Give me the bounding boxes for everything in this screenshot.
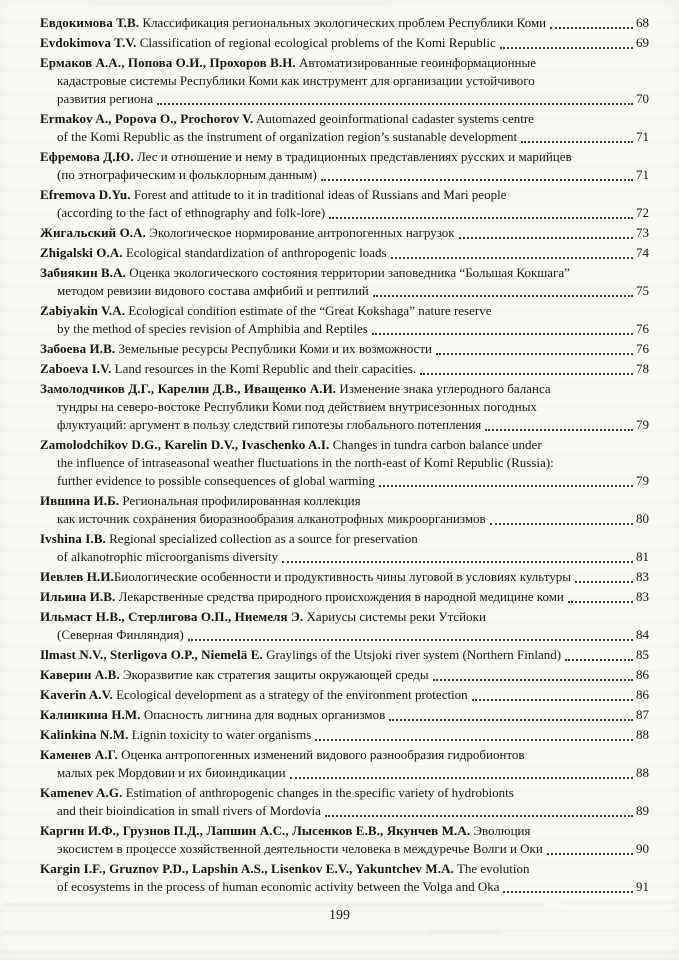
entry-authors: Kalinkina N.M.: [40, 727, 129, 742]
dot-leader: [550, 14, 633, 29]
entry-page-number: 81: [636, 549, 649, 564]
toc-entry: [40, 302, 649, 338]
toc-line: [40, 878, 649, 896]
entry-page-number: 74: [636, 245, 649, 260]
scan-artifact: [90, 2, 390, 4]
entry-authors: Ermakov A., Popova O., Prochorov V.: [40, 111, 254, 126]
toc-line: [40, 860, 649, 878]
entry-authors: Забиякин В.А.: [40, 265, 126, 280]
dot-leader: [500, 34, 633, 49]
toc-line: [40, 90, 649, 108]
entry-text: Каверин А.В. Экоразвитие как стратегия защиты окружающей среды: [40, 667, 429, 682]
entry-text: of ecosystems in the process of human economic activity between the Volga and Oka: [57, 879, 500, 894]
scan-artifact: [2, 931, 502, 934]
entry-text: Evdokimova T.V. Classification of regional ecological problems of the Komi Republic: [40, 35, 496, 50]
entry-text: Efremova D.Yu. Forest and attitude to it in traditional ideas of Russians and Mari people: [40, 187, 507, 202]
toc-line: [40, 128, 649, 146]
entry-text: Ермаков А.А., Попова О.И., Прохоров В.Н. Автоматизированные геоинформационные: [40, 55, 537, 70]
entry-authors: Замолодчиков Д.Г., Карелин Д.В., Иващенко А.И.: [40, 381, 337, 396]
scan-artifact: [0, 951, 679, 955]
entry-page-number: 71: [636, 167, 649, 182]
entry-authors: Забоева И.В.: [40, 341, 116, 356]
toc-line: [40, 568, 649, 586]
dot-leader: [472, 686, 633, 701]
entry-page-number: 90: [636, 841, 649, 856]
entry-text: Ильмаст Н.В., Стерлигова О.П., Ниемеля Э. Хариусы системы реки Утсйоки: [40, 609, 486, 624]
entry-text: by the method of species revision of Amphibia and Reptiles: [57, 321, 368, 336]
entry-text: Евдокимова Т.В. Классификация региональных экологических проблем Республики Коми: [40, 15, 547, 30]
toc-line: [40, 380, 649, 398]
toc-line: [40, 360, 649, 378]
dot-leader: [433, 666, 633, 681]
toc-line: [40, 264, 649, 282]
toc-entry: [40, 244, 649, 262]
dot-leader: [373, 282, 633, 297]
entry-text: the influence of intraseasonal weather fluctuations in the north-east of Komi Republic (Russia):: [57, 455, 554, 470]
entry-authors: Kaverin A.V.: [40, 687, 113, 702]
dot-leader: [290, 764, 633, 779]
toc-entry: [40, 224, 649, 242]
entry-text: Жигальский О.А. Экологическое нормирование антропогенных нагрузок: [40, 225, 455, 240]
entry-authors: Каменев А.Г.: [40, 747, 118, 762]
toc-entry: [40, 706, 649, 724]
toc-entry: [40, 530, 649, 566]
toc-line: [40, 840, 649, 858]
toc-entry: [40, 784, 649, 820]
toc-entry: [40, 14, 649, 32]
toc-line: [40, 302, 649, 320]
entry-text: Каменев А.Г. Оценка антропогенных изменений видового разнообразия гидробионтов: [40, 747, 525, 762]
entry-text: Ermakov A., Popova O., Prochorov V. Automazed geoinformational cadaster systems centre: [40, 111, 534, 126]
toc-entry: [40, 340, 649, 358]
entry-authors: Иевлев Н.И.: [40, 569, 114, 584]
toc-entry: [40, 746, 649, 782]
entry-text: Kamenev A.G. Estimation of anthropogenic changes in the specific variety of hydrobionts: [40, 785, 514, 800]
toc-line: [40, 588, 649, 606]
dot-leader: [575, 568, 633, 583]
entry-authors: Евдокимова Т.В.: [40, 15, 140, 30]
toc-line: [40, 746, 649, 764]
toc-entry: [40, 148, 649, 184]
entry-text: Забиякин В.А. Оценка экологического состояния территории заповедника “Большая Кокшага”: [40, 265, 570, 280]
entry-page-number: 78: [636, 361, 649, 376]
dot-leader: [372, 320, 633, 335]
toc-entry: [40, 608, 649, 644]
toc-entry: [40, 568, 649, 586]
entry-authors: Каверин А.В.: [40, 667, 120, 682]
entry-text: Ившина И.Б. Региональная профилированная коллекция: [40, 493, 361, 508]
scan-artifact: [560, 901, 675, 904]
entry-text: Ильина И.В. Лекарственные средства природного происхождения в народной медицине коми: [40, 589, 564, 604]
entry-text: Забоева И.В. Земельные ресурсы Республики Коми и их возможности: [40, 341, 432, 356]
entry-text: (по этнографическим и фольклорным данным): [57, 167, 317, 182]
dot-leader: [565, 646, 633, 661]
entry-text: of the Komi Republic as the instrument of organization region’s sustanable development: [57, 129, 518, 144]
entry-text: and their bioindication in small rivers of Mordovia: [57, 803, 321, 818]
toc-line: [40, 646, 649, 664]
toc-entry: [40, 360, 649, 378]
entry-text: (according to the fact of ethnography and folk-lore): [57, 205, 326, 220]
entry-authors: Zamolodchikov D.G., Karelin D.V., Ivaschenko A.I.: [40, 437, 330, 452]
dot-leader: [436, 340, 633, 355]
toc-line: [40, 204, 649, 222]
entry-authors: Efremova D.Yu.: [40, 187, 131, 202]
entry-authors: Ермаков А.А., Попова О.И., Прохоров В.Н.: [40, 55, 296, 70]
dot-leader: [389, 706, 633, 721]
toc-line: [40, 54, 649, 72]
entry-text: Ilmast N.V., Sterligova O.P., Niemelä E. Graylings of the Utsjoki river system (Northern Finland): [40, 647, 562, 662]
dot-leader: [379, 472, 633, 487]
entry-page-number: 80: [636, 511, 649, 526]
dot-leader: [321, 166, 633, 181]
entry-authors: Evdokimova T.V.: [40, 35, 137, 50]
entry-authors: Жигальский О.А.: [40, 225, 147, 240]
entry-page-number: 86: [636, 687, 649, 702]
toc-line: [40, 416, 649, 434]
entry-page-number: 88: [636, 765, 649, 780]
entry-page-number: 85: [636, 647, 649, 662]
dot-leader: [568, 588, 633, 603]
entry-page-number: 76: [636, 321, 649, 336]
entry-text: экосистем в процессе хозяйственной деятельности человека в междуречье Волги и Оки: [57, 841, 543, 856]
dot-leader: [188, 626, 633, 641]
toc-line: [40, 548, 649, 566]
entry-authors: Ефремова Д.Ю.: [40, 149, 134, 164]
entry-text: Иевлев Н.И.Биологические особенности и продуктивность чины луговой в условиях культуры: [40, 569, 571, 584]
entry-page-number: 71: [636, 129, 649, 144]
entry-page-number: 76: [636, 341, 649, 356]
dot-leader: [325, 802, 633, 817]
toc-line: [40, 72, 649, 90]
toc-line: [40, 764, 649, 782]
entry-text: Ivshina I.B. Regional specialized collection as a source for preservation: [40, 531, 418, 546]
entry-text: Kalinkina N.M. Lignin toxicity to water organisms: [40, 727, 312, 742]
toc-line: [40, 110, 649, 128]
dot-leader: [420, 360, 633, 375]
toc-line: [40, 148, 649, 166]
entry-page-number: 69: [636, 35, 649, 50]
dot-leader: [547, 840, 633, 855]
entry-authors: Ившина И.Б.: [40, 493, 120, 508]
toc-line: [40, 14, 649, 32]
entry-text: Zamolodchikov D.G., Karelin D.V., Ivaschenko A.I. Changes in tundra carbon balance under: [40, 437, 542, 452]
toc-entry: [40, 686, 649, 704]
entry-text: Kaverin A.V. Ecological development as a strategy of the environment protection: [40, 687, 468, 702]
entry-authors: Ivshina I.B.: [40, 531, 106, 546]
entry-page-number: 91: [636, 879, 649, 894]
toc-line: [40, 802, 649, 820]
dot-leader: [329, 204, 633, 219]
toc-line: [40, 706, 649, 724]
dot-leader: [282, 548, 633, 563]
entry-authors: Kamenev A.G.: [40, 785, 123, 800]
toc-entry: [40, 380, 649, 434]
entry-authors: Kargin I.F., Gruznov P.D., Lapshin A.S., Lisenkov E.V., Yakuntchev M.A.: [40, 861, 454, 876]
entry-text: Zaboeva I.V. Land resources in the Komi Republic and their capacities.: [40, 361, 417, 376]
toc-entry: [40, 666, 649, 684]
entry-page-number: 83: [636, 589, 649, 604]
entry-text: (Северная Финляндия): [57, 627, 184, 642]
toc-line: [40, 530, 649, 548]
toc-entry: [40, 860, 649, 896]
entry-text: of alkanotrophic microorganisms diversity: [57, 549, 279, 564]
dot-leader: [391, 244, 633, 259]
toc-entry: [40, 186, 649, 222]
entry-authors: Ильина И.В.: [40, 589, 116, 604]
toc-line: [40, 282, 649, 300]
toc-entry: [40, 588, 649, 606]
toc-line: [40, 454, 649, 472]
toc-line: [40, 784, 649, 802]
entry-page-number: 75: [636, 283, 649, 298]
entry-text: Zabiyakin V.A. Ecological condition estimate of the “Great Kokshaga” nature reserve: [40, 303, 492, 318]
entry-page-number: 87: [636, 707, 649, 722]
entry-authors: Zhigalski O.A.: [40, 245, 123, 260]
entry-page-number: 72: [636, 205, 649, 220]
entry-text: флуктуаций: аргумент в пользу следствий гипотезы глобального потепления: [57, 417, 482, 432]
toc-entry: [40, 264, 649, 300]
entry-page-number: 68: [636, 15, 649, 30]
toc-entry: [40, 54, 649, 108]
toc-entry: [40, 646, 649, 664]
toc-line: [40, 666, 649, 684]
entry-text: further evidence to possible consequences of global warming: [57, 473, 376, 488]
entry-page-number: 79: [636, 473, 649, 488]
entry-page-number: 84: [636, 627, 649, 642]
toc-entry: [40, 34, 649, 52]
toc-line: [40, 224, 649, 242]
toc-line: [40, 492, 649, 510]
toc-entry: [40, 726, 649, 744]
toc-line: [40, 398, 649, 416]
entry-text: Ефремова Д.Ю. Лес и отношение и нему в традиционных представлениях русских и марийцев: [40, 149, 572, 164]
toc-line: [40, 320, 649, 338]
entry-authors: Zabiyakin V.A.: [40, 303, 126, 318]
entry-page-number: 79: [636, 417, 649, 432]
entry-text: Замолодчиков Д.Г., Карелин Д.В., Иващенко А.И. Изменение знака углеродного баланса: [40, 381, 551, 396]
toc-entry: [40, 110, 649, 146]
toc-entry: [40, 436, 649, 490]
entry-text: методом ревизии видового состава амфибий и рептилий: [57, 283, 369, 298]
footer-page-number: 199: [329, 908, 350, 923]
entry-text: малых рек Мордовии и их биоиндикации: [57, 765, 286, 780]
entry-text: тундры на северо-востоке Республики Коми под действием внутрисезонных погодных: [57, 399, 537, 414]
entry-text: Kargin I.F., Gruznov P.D., Lapshin A.S., Lisenkov E.V., Yakuntchev M.A. The evolution: [40, 861, 530, 876]
dot-leader: [521, 128, 633, 143]
toc-entry: [40, 492, 649, 528]
toc-line: [40, 626, 649, 644]
dot-leader: [157, 90, 633, 105]
toc-line: [40, 608, 649, 626]
entry-text: развития региона: [57, 91, 154, 106]
toc-line: [40, 244, 649, 262]
entry-text: Zhigalski O.A. Ecological standardization of anthropogenic loads: [40, 245, 387, 260]
entry-text: Калинкина Н.М. Опасность лигнина для водных организмов: [40, 707, 386, 722]
dot-leader: [485, 416, 633, 431]
toc-line: [40, 436, 649, 454]
entry-authors: Zaboeva I.V.: [40, 361, 112, 376]
entry-page-number: 88: [636, 727, 649, 742]
toc-line: [40, 822, 649, 840]
entry-authors: Ильмаст Н.В., Стерлигова О.П., Ниемеля Э.: [40, 609, 304, 624]
toc-line: [40, 166, 649, 184]
entry-page-number: 73: [636, 225, 649, 240]
scan-artifact: [4, 903, 544, 906]
entry-text: кадастровые системы Республики Коми как инструмент для организации устойчивого: [57, 73, 535, 88]
toc-entry: [40, 822, 649, 858]
entry-text: как источник сохранения биоразнообразия алканотрофных микроорганизмов: [57, 511, 486, 526]
toc-line: [40, 340, 649, 358]
toc-line: [40, 186, 649, 204]
entry-text: Каргин И.Ф., Грузнов П.Д., Лапшин А.С., Лысенков Е.В., Якунчев М.А. Эволюция: [40, 823, 531, 838]
toc-list: [40, 14, 649, 898]
dot-leader: [459, 224, 633, 239]
entry-page-number: 70: [636, 91, 649, 106]
toc-line: [40, 686, 649, 704]
dot-leader: [315, 726, 633, 741]
entry-authors: Ilmast N.V., Sterligova O.P., Niemelä E.: [40, 647, 263, 662]
entry-authors: Каргин И.Ф., Грузнов П.Д., Лапшин А.С., Лысенков Е.В., Якунчев М.А.: [40, 823, 471, 838]
toc-line: [40, 34, 649, 52]
dot-leader: [490, 510, 633, 525]
dot-leader: [503, 878, 633, 893]
entry-authors: Калинкина Н.М.: [40, 707, 141, 722]
scan-artifact: [430, 929, 675, 932]
entry-page-number: 83: [636, 569, 649, 584]
toc-line: [40, 472, 649, 490]
toc-line: [40, 510, 649, 528]
entry-page-number: 89: [636, 803, 649, 818]
entry-page-number: 86: [636, 667, 649, 682]
toc-line: [40, 726, 649, 744]
